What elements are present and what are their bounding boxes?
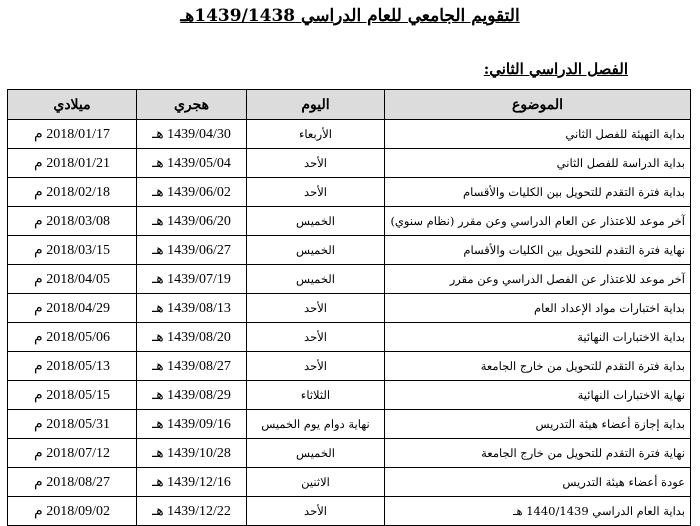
section-title: الفصل الدراسي الثاني: [483,60,628,78]
cell-hijri: 1439/08/20 هـ [137,323,247,352]
cell-hijri: 1439/04/30 هـ [137,120,247,149]
cell-topic: بداية فترة التقدم للتحويل من خارج الجامعة [385,352,691,381]
header-hijri: هجري [137,90,247,120]
table-header-row [8,90,691,120]
page-title: التقويم الجامعي للعام الدراسي 1439/1438هـ [180,6,520,26]
table-row [8,120,691,149]
cell-day: الأحد [247,149,385,178]
table-row [8,410,691,439]
cell-day: الأحد [247,294,385,323]
table-row [8,497,691,526]
cell-topic: بداية إجازة أعضاء هيئة التدريس [385,410,691,439]
cell-topic: نهاية الاختبارات النهائية [385,381,691,410]
cell-gregorian: 2018/09/02 م [8,497,137,526]
table-row [8,381,691,410]
academic-calendar-table [7,89,691,526]
cell-gregorian: 2018/05/06 م [8,323,137,352]
cell-topic: نهاية فترة التقدم للتحويل بين الكليات والأقسام [385,236,691,265]
table-row [8,178,691,207]
table-row [8,294,691,323]
cell-topic: بداية التهيئة للفصل الثاني [385,120,691,149]
cell-hijri: 1439/08/27 هـ [137,352,247,381]
cell-day: الثلاثاء [247,381,385,410]
cell-hijri: 1439/10/28 هـ [137,439,247,468]
cell-hijri: 1439/09/16 هـ [137,410,247,439]
cell-hijri: 1439/06/20 هـ [137,207,247,236]
cell-hijri: 1439/05/04 هـ [137,149,247,178]
table-row [8,468,691,497]
cell-topic: بداية الاختبارات النهائية [385,323,691,352]
cell-topic: بداية اختبارات مواد الإعداد العام [385,294,691,323]
cell-hijri: 1439/06/27 هـ [137,236,247,265]
cell-gregorian: 2018/03/08 م [8,207,137,236]
cell-day: الخميس [247,207,385,236]
cell-day: الخميس [247,439,385,468]
cell-day: الاثنين [247,468,385,497]
cell-gregorian: 2018/01/17 م [8,120,137,149]
cell-topic: بداية الدراسة للفصل الثاني [385,149,691,178]
cell-gregorian: 2018/05/15 م [8,381,137,410]
cell-topic: عودة أعضاء هيئة التدريس [385,468,691,497]
table-row [8,265,691,294]
header-gregorian: ميلادي [8,90,137,120]
cell-gregorian: 2018/04/05 م [8,265,137,294]
cell-gregorian: 2018/02/18 م [8,178,137,207]
cell-gregorian: 2018/05/13 م [8,352,137,381]
cell-topic: بداية العام الدراسي 1440/1439 هـ [385,497,691,526]
cell-gregorian: 2018/04/29 م [8,294,137,323]
cell-gregorian: 2018/01/21 م [8,149,137,178]
cell-hijri: 1439/08/29 هـ [137,381,247,410]
cell-hijri: 1439/12/16 هـ [137,468,247,497]
table-row [8,323,691,352]
table-row [8,207,691,236]
cell-topic: بداية فترة التقدم للتحويل بين الكليات والأقسام [385,178,691,207]
cell-gregorian: 2018/05/31 م [8,410,137,439]
cell-topic: آخر موعد للاعتذار عن الفصل الدراسي وعن مقرر [385,265,691,294]
cell-topic: نهاية فترة التقدم للتحويل من خارج الجامعة [385,439,691,468]
cell-gregorian: 2018/08/27 م [8,468,137,497]
cell-hijri: 1439/07/19 هـ [137,265,247,294]
header-topic: الموضوع [385,90,691,120]
cell-gregorian: 2018/03/15 م [8,236,137,265]
table-row [8,439,691,468]
table-row [8,149,691,178]
cell-day: الخميس [247,236,385,265]
cell-hijri: 1439/08/13 هـ [137,294,247,323]
cell-day: نهاية دوام يوم الخميس [247,410,385,439]
cell-gregorian: 2018/07/12 م [8,439,137,468]
cell-topic: آخر موعد للاعتذار عن العام الدراسي وعن مقرر (نظام سنوي) [385,207,691,236]
table-row [8,236,691,265]
cell-hijri: 1439/12/22 هـ [137,497,247,526]
cell-day: الأحد [247,323,385,352]
table-row [8,352,691,381]
cell-hijri: 1439/06/02 هـ [137,178,247,207]
cell-day: الأحد [247,352,385,381]
cell-day: الخميس [247,265,385,294]
header-day: اليوم [247,90,385,120]
cell-day: الأحد [247,497,385,526]
cell-day: الأربعاء [247,120,385,149]
cell-day: الأحد [247,178,385,207]
